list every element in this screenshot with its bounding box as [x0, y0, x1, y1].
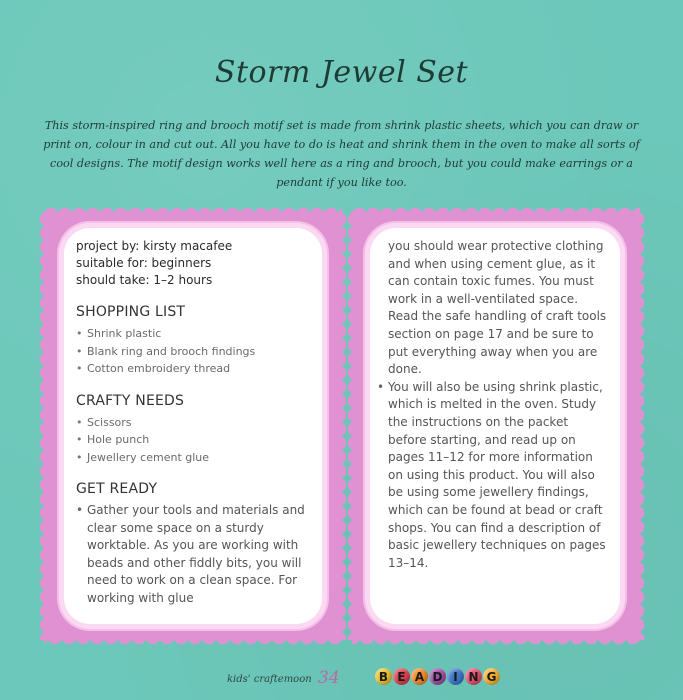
list-item: • Blank ring and brooch findings — [76, 343, 310, 361]
bead-letter: E — [393, 668, 410, 685]
should-take: should take: 1–2 hours — [76, 273, 213, 287]
crafty-needs-heading: CRAFTY NEEDS — [76, 392, 185, 409]
bead-letter: B — [375, 668, 392, 685]
bead-letter: I — [447, 668, 464, 685]
continued-text: you should wear protective clothing and when using cement glue, as it can contain toxic fumes. You must work in a well-ventilated space. Read the safe handling of craft tools section on page 17 and be sure to put everything away when you are done. — [388, 239, 607, 377]
list-item: • Shrink plastic — [76, 325, 310, 343]
beading-section-logo — [375, 668, 500, 685]
project-by: project by: kirsty macafee — [76, 239, 233, 253]
bead-letter: A — [411, 668, 428, 685]
suitable-for: suitable for: beginners — [76, 256, 212, 270]
intro-paragraph: This storm-inspired ring and brooch motif set is made from shrink plastic sheets, which you can draw or print on, colour in and cut out. All you have to do is heat and shrink them in the oven to make all sorts of cool designs. The motif design works well here as a ring and brooch, but you could make earrings or a pendant if you like too. — [43, 119, 640, 189]
page-footer — [0, 668, 683, 692]
left-frame-scallop-edge — [37, 212, 47, 640]
list-item: • Scissors — [76, 414, 310, 432]
left-info-card — [64, 228, 322, 624]
right-frame-scallop-edge — [637, 212, 647, 640]
shopping-list-heading: SHOPPING LIST — [76, 304, 186, 320]
list-item: • Hole punch — [76, 431, 310, 449]
footer-brand: kids' craftemoon — [227, 674, 312, 685]
crafty-needs-list — [76, 414, 310, 467]
shopping-list — [76, 325, 310, 378]
bead-letter: D — [429, 668, 446, 685]
get-ready-text: • Gather your tools and materials and clear some space on a sturdy worktable. As you are working with beads and other fiddly bits, you will need to work on a clean space. For working with glue — [76, 502, 310, 608]
shrink-plastic-text: • You will also be using shrink plastic, which is melted in the oven. Study the instructions on the packet before starting, and read up on pages 11–12 for more information on using this product. You will also be using some jewellery findings, which can be found at bead or craft shops. You can find a description of basic jewellery techniques on pages 13–14. — [377, 379, 610, 573]
right-frame-scallop-edge — [345, 212, 355, 640]
get-ready-heading: GET READY — [76, 481, 158, 497]
list-item: • Cotton embroidery thread — [76, 360, 310, 378]
bead-letter: G — [483, 668, 500, 685]
list-item: • Jewellery cement glue — [76, 449, 310, 467]
page-number: 34 — [318, 668, 340, 688]
page-title: Storm Jewel Set — [214, 55, 469, 90]
right-info-card — [370, 228, 620, 624]
bead-letter: N — [465, 668, 482, 685]
